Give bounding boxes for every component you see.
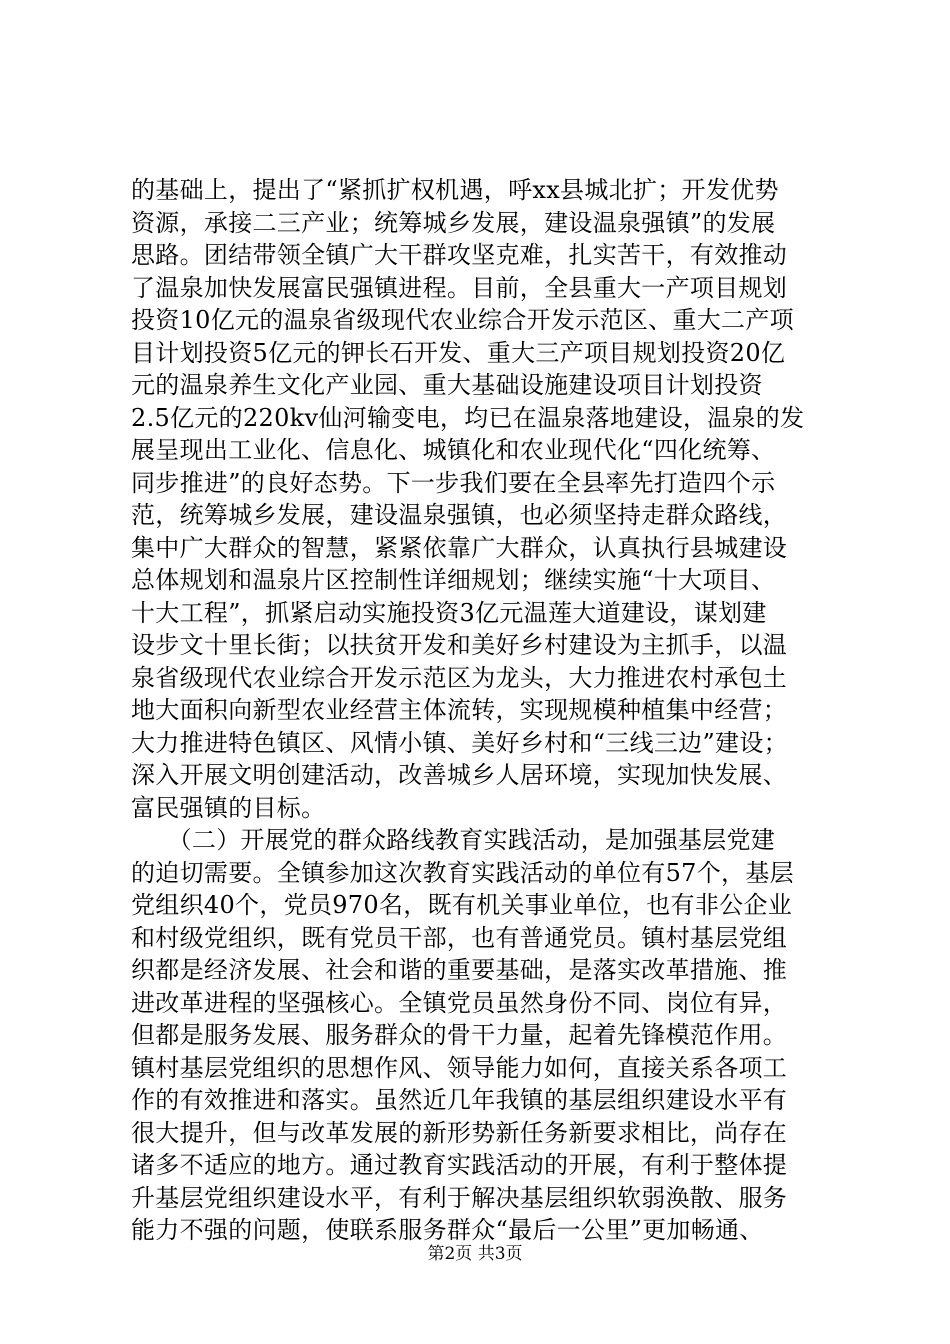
text-line: 大力推进特色镇区、风情小镇、美好乡村和“三线三边”建设； [131, 728, 788, 757]
text-line: 展呈现出工业化、信息化、城镇化和农业现代化“四化统筹、 [131, 436, 776, 464]
text-line: 总体规划和温泉片区控制性详细规划；继续实施“十大项目、 [131, 566, 776, 594]
paragraph-heading-line: （二）开展党的群众路线教育实践活动，是加强基层党建 [131, 826, 776, 854]
text-line: 织都是经济发展、社会和谐的重要基础，是落实改革措施、推 [131, 956, 788, 984]
text-line: 升基层党组织建设水平，有利于解决基层组织软弱涣散、服务 [131, 1183, 788, 1212]
text-line: 泉省级现代农业综合开发示范区为龙头，大力推进农村承包土 [131, 663, 788, 692]
body-text [131, 174, 831, 1247]
text-line: 深入开展文明创建活动，改善城乡人居环境，实现加快发展、 [131, 761, 788, 789]
text-line: 很大提升，但与改革发展的新形势新任务新要求相比，尚存在 [131, 1118, 788, 1147]
text-line: 资源，承接二三产业；统筹城乡发展，建设温泉强镇”的发展 [131, 208, 776, 237]
text-line: 目计划投资5亿元的钾长石开发、重大三产项目规划投资20亿 [131, 338, 786, 367]
text-line: 了温泉加快发展富民强镇进程。目前，全县重大一产项目规划 [131, 273, 788, 302]
text-line: 党组织40个，党员970名，既有机关事业单位，也有非公企业 [131, 891, 793, 919]
text-line: 范，统筹城乡发展，建设温泉强镇，也必须坚持走群众路线， [131, 501, 788, 529]
text-line: 和村级党组织，既有党员干部，也有普通党员。镇村基层党组 [131, 923, 788, 952]
text-line: 地大面积向新型农业经营主体流转，实现规模种植集中经营； [131, 696, 788, 724]
text-line: 元的温泉养生文化产业园、重大基础设施建设项目计划投资 [131, 371, 763, 399]
text-line: 思路。团结带领全镇广大干群攻坚克难，扎实苦干，有效推动 [131, 241, 788, 269]
text-line: 但都是服务发展、服务群众的骨干力量，起着先锋模范作用。 [131, 1021, 788, 1049]
text-line: 2.5亿元的220kv仙河输变电，均已在温泉落地建设，温泉的发 [131, 403, 805, 432]
text-line: 设步文十里长街；以扶贫开发和美好乡村建设为主抓手，以温 [131, 631, 788, 659]
text-line: 作的有效推进和落实。虽然近几年我镇的基层组织建设水平有 [131, 1086, 788, 1114]
page-number-footer: 第2页 共3页 [427, 1244, 523, 1264]
text-line: 诸多不适应的地方。通过教育实践活动的开展，有利于整体提 [131, 1151, 788, 1179]
text-line: 富民强镇的目标。 [131, 793, 326, 822]
text-line: 的基础上，提出了“紧抓扩权机遇，呼xx县城北扩；开发优势 [131, 176, 779, 204]
text-line: 的迫切需要。全镇参加这次教育实践活动的单位有57个，基层 [131, 858, 794, 887]
text-line: 同步推进”的良好态势。下一步我们要在全县率先打造四个示 [131, 468, 776, 497]
text-line: 进改革进程的坚强核心。全镇党员虽然身份不同、岗位有异， [131, 988, 788, 1017]
text-line: 能力不强的问题，使联系服务群众“最后一公里”更加畅通、 [131, 1216, 764, 1244]
text-line: 集中广大群众的智慧，紧紧依靠广大群众，认真执行县城建设 [131, 533, 788, 562]
text-line: 十大工程”，抓紧启动实施投资3亿元温莲大道建设，谋划建 [131, 598, 767, 627]
text-line: 投资10亿元的温泉省级现代农业综合开发示范区、重大二产项 [131, 306, 794, 334]
text-line: 镇村基层党组织的思想作风、领导能力如何，直接关系各项工 [131, 1053, 788, 1082]
